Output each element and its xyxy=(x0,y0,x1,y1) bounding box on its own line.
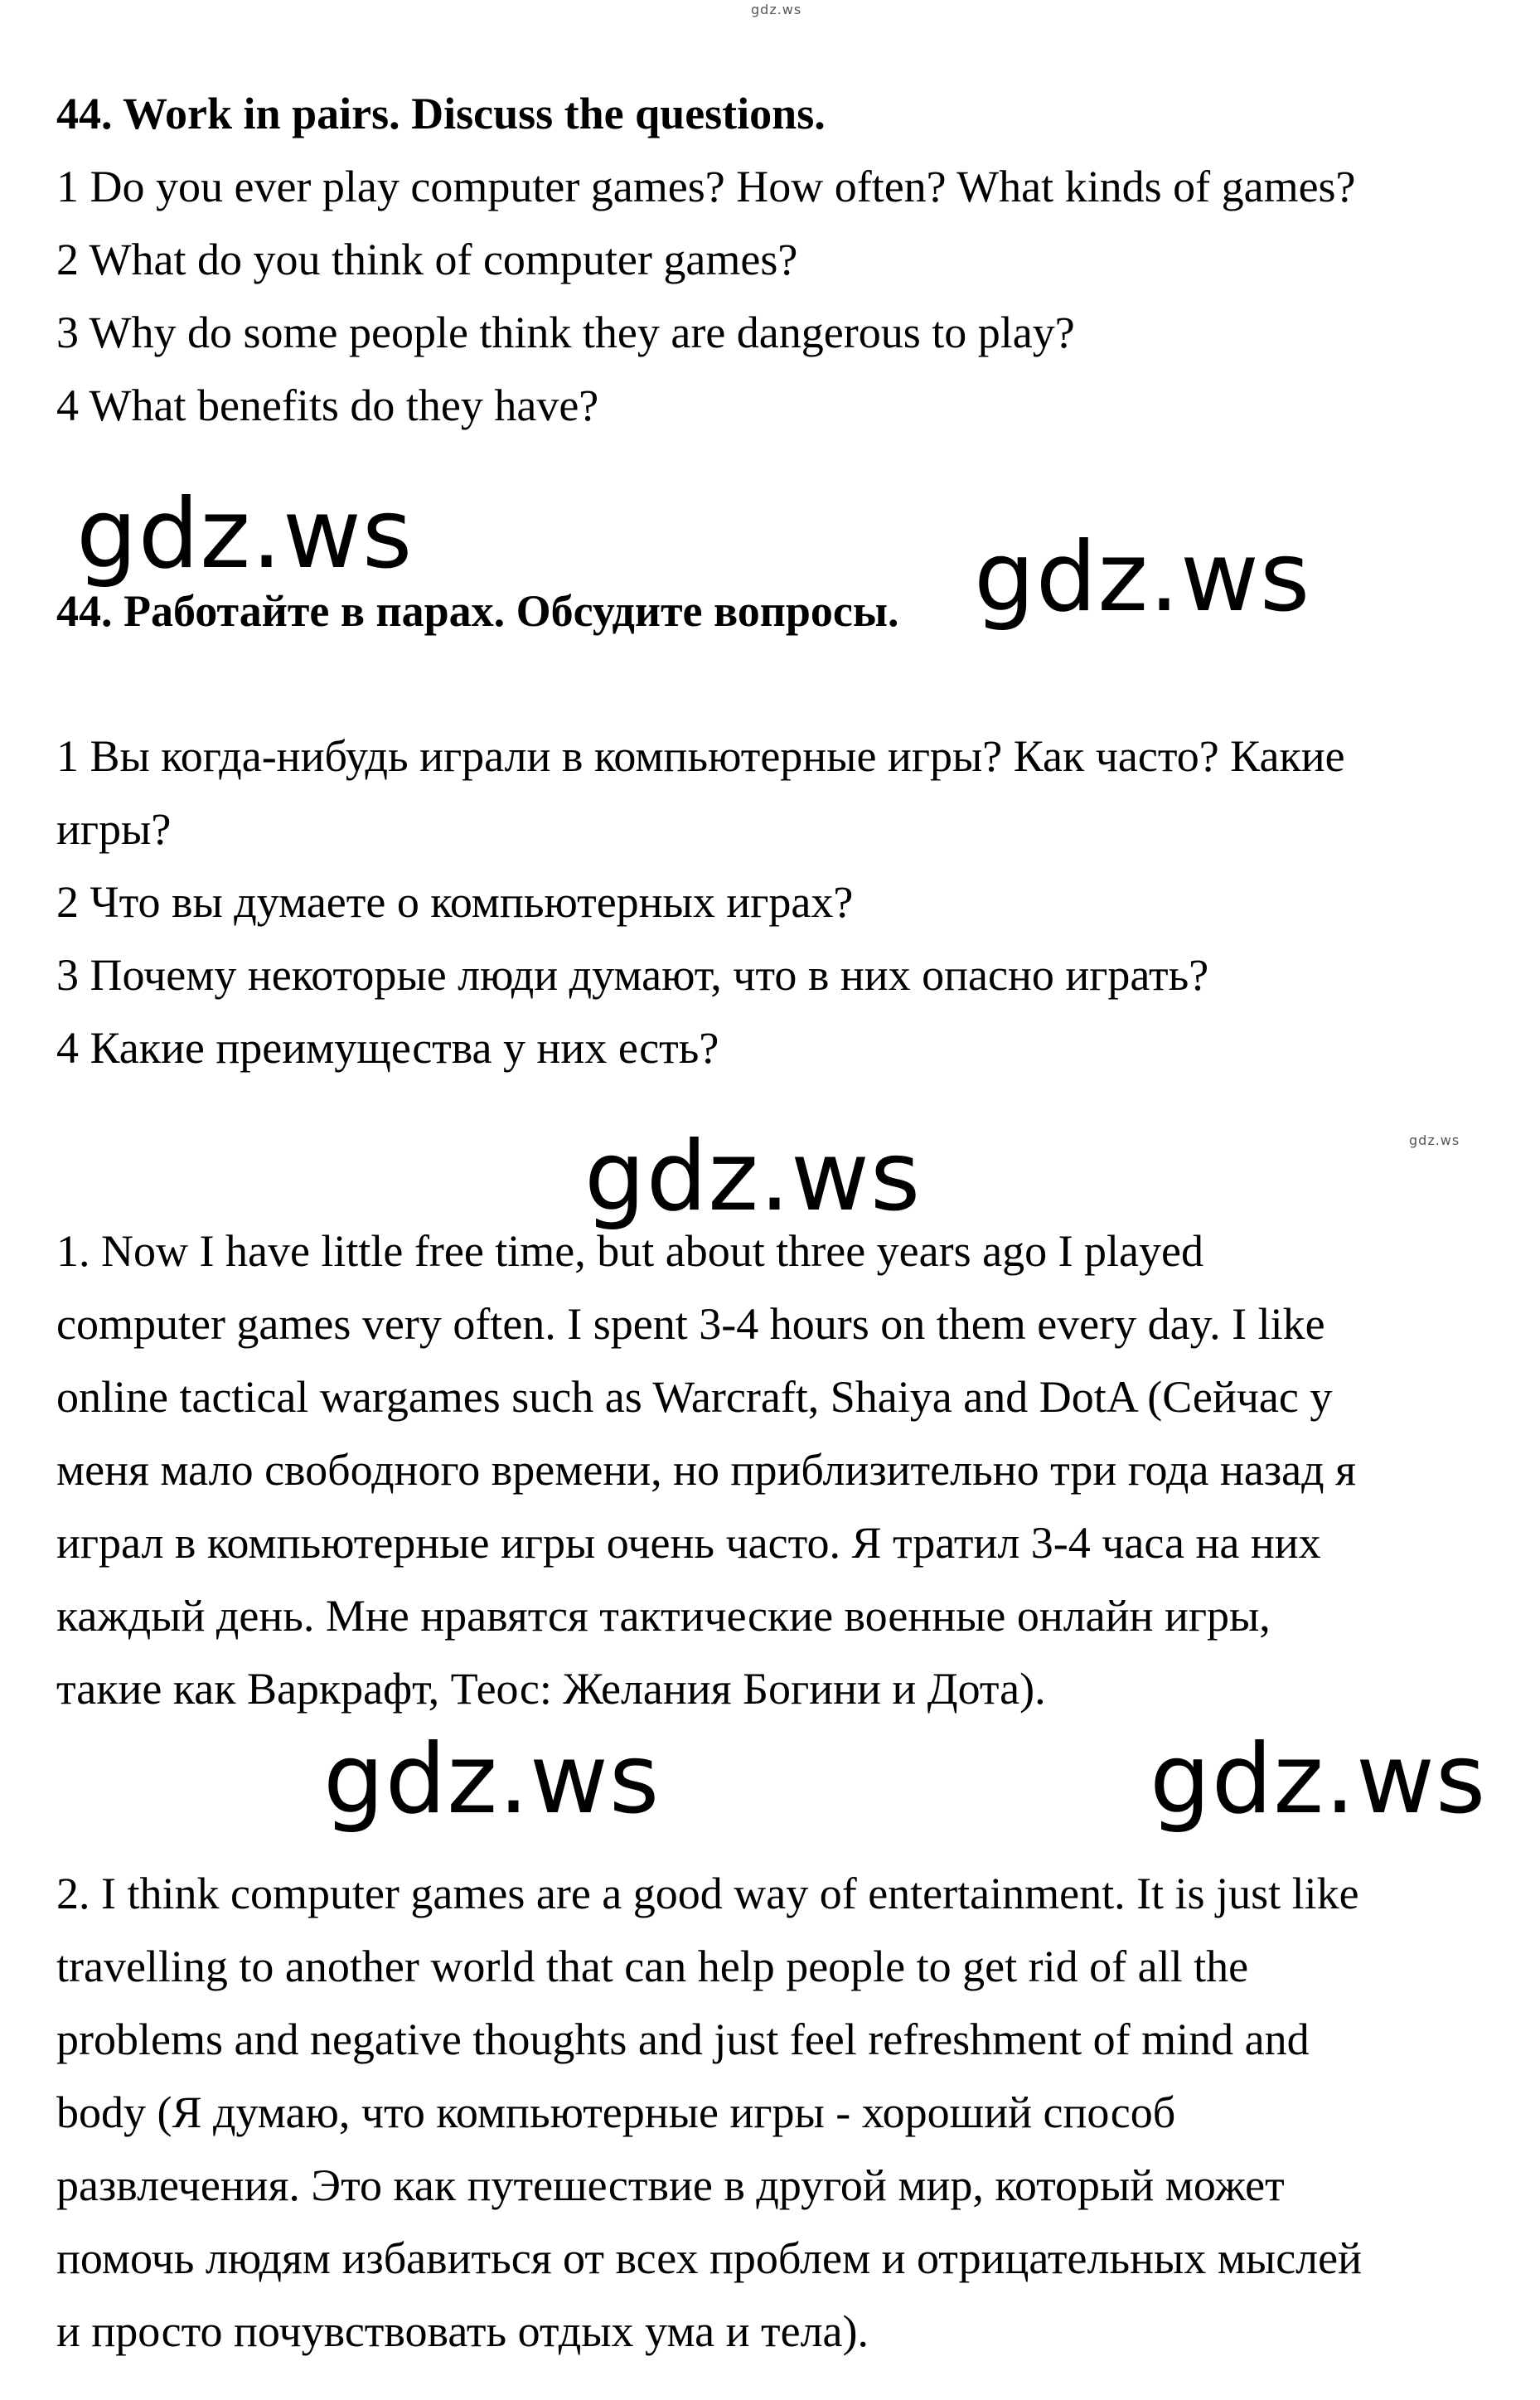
answer-2-line-4: body (Я думаю, что компьютерные игры - хороший способ xyxy=(56,2087,1176,2137)
english-question-1: 1 Do you ever play computer games? How often? What kinds of games? xyxy=(56,162,1356,211)
english-question-3: 3 Why do some people think they are dangerous to play? xyxy=(56,308,1075,357)
answer-2-line-6: помочь людям избавиться от всех проблем и отрицательных мыслей xyxy=(56,2233,1362,2283)
answer-1-line-3: online tactical wargames such as Warcraft, Shaiya and DotA (Сейчас у xyxy=(56,1372,1333,1422)
answer-1-line-4: меня мало свободного времени, но приблизительно три года назад я xyxy=(56,1445,1356,1495)
watermark-big-4: gdz.ws xyxy=(323,1724,661,1835)
watermark-top: gdz.ws xyxy=(751,2,802,17)
watermark-big-2: gdz.ws xyxy=(974,521,1311,633)
answer-2-line-5: развлечения. Это как путешествие в другой мир, который может xyxy=(56,2160,1285,2210)
watermark-big-1: gdz.ws xyxy=(76,478,414,590)
watermark-right-small: gdz.ws xyxy=(1409,1132,1460,1148)
russian-question-1: 1 Вы когда-нибудь играли в компьютерные игры? Как часто? Какие xyxy=(56,731,1345,781)
english-task-heading: 44. Work in pairs. Discuss the questions. xyxy=(56,89,826,138)
watermark-big-3: gdz.ws xyxy=(584,1121,922,1233)
russian-task-heading: 44. Работайте в парах. Обсудите вопросы. xyxy=(56,586,899,636)
russian-question-2: 2 Что вы думаете о компьютерных играх? xyxy=(56,877,854,927)
answer-1-line-2: computer games very often. I spent 3-4 hours on them every day. I like xyxy=(56,1299,1325,1349)
answer-2-line-1: 2. I think computer games are a good way of entertainment. It is just like xyxy=(56,1869,1359,1918)
answer-1-line-1: 1. Now I have little free time, but about three years ago I played xyxy=(56,1226,1203,1276)
russian-question-1-cont: игры? xyxy=(56,804,172,854)
russian-question-4: 4 Какие преимущества у них есть? xyxy=(56,1023,719,1073)
english-question-2: 2 What do you think of computer games? xyxy=(56,235,798,284)
english-question-4: 4 What benefits do they have? xyxy=(56,381,599,430)
russian-question-3: 3 Почему некоторые люди думают, что в них опасно играть? xyxy=(56,950,1209,1000)
answer-2-line-3: problems and negative thoughts and just feel refreshment of mind and xyxy=(56,2015,1310,2064)
watermark-big-5: gdz.ws xyxy=(1150,1724,1487,1835)
answer-1-line-6: каждый день. Мне нравятся тактические военные онлайн игры, xyxy=(56,1591,1271,1641)
answer-1-line-5: играл в компьютерные игры очень часто. Я тратил 3-4 часа на них xyxy=(56,1518,1321,1568)
answer-1-line-7: такие как Варкрафт, Теос: Желания Богини и Дота). xyxy=(56,1664,1046,1714)
answer-2-line-2: travelling to another world that can help people to get rid of all the xyxy=(56,1942,1249,1991)
answer-2-line-7: и просто почувствовать отдых ума и тела). xyxy=(56,2306,869,2356)
